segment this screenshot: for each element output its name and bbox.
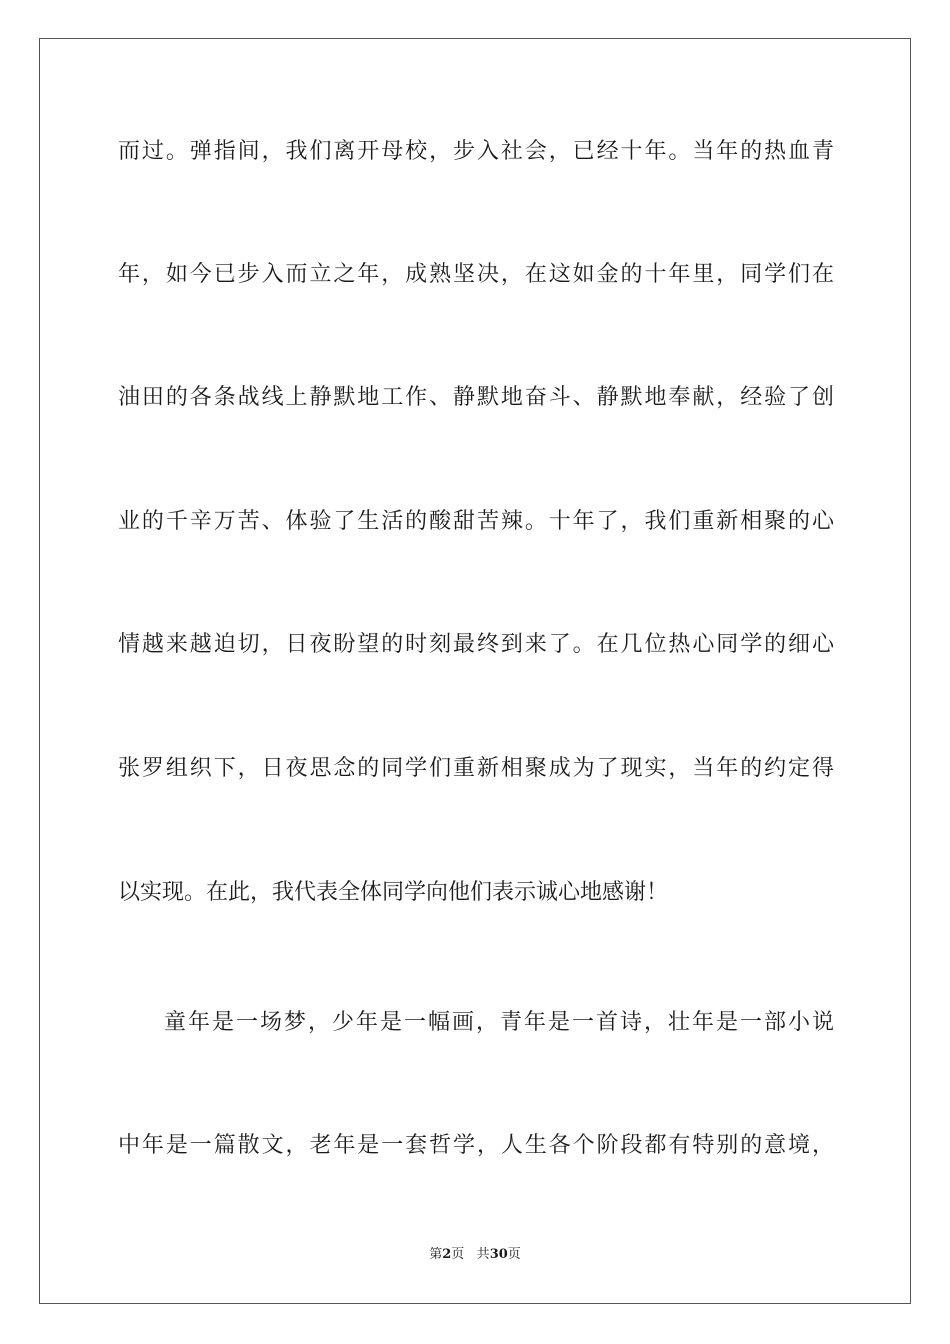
text-line-1: 而过。弹指间，我们离开母校，步入社会，已经十年。当年的热血青 [118, 139, 834, 164]
page-footer [0, 1245, 950, 1265]
total-prefix: 共 [476, 1247, 490, 1262]
text-line-3: 油田的各条战线上静默地工作、静默地奋斗、静默地奉献，经验了创 [118, 385, 834, 410]
text-line-2: 年，如今已步入而立之年，成熟坚决，在这如金的十年里，同学们在 [118, 262, 834, 287]
paragraph-2-line-2: 中年是一篇散文，老年是一套哲学，人生各个阶段都有特别的意境， [118, 1133, 834, 1158]
page-number: 2 [442, 1247, 452, 1262]
paragraph-2-line-1: 童年是一场梦，少年是一幅画，青年是一首诗，壮年是一部小说 [164, 1010, 834, 1035]
total-suffix: 页 [507, 1247, 521, 1262]
text-line-7: 以实现。在此，我代表全体同学向他们表示诚心地感谢！ [118, 880, 669, 905]
text-line-6: 张罗组织下，日夜思念的同学们重新相聚成为了现实，当年的约定得 [118, 756, 834, 781]
page-suffix: 页 [451, 1247, 465, 1262]
page-border [39, 38, 911, 1304]
page-prefix: 第 [429, 1247, 443, 1262]
text-line-5: 情越来越迫切，日夜盼望的时刻最终到来了。在几位热心同学的细心 [118, 632, 834, 657]
total-pages: 30 [489, 1247, 508, 1262]
text-line-4: 业的千辛万苦、体验了生活的酸甜苦辣。十年了，我们重新相聚的心 [118, 509, 834, 534]
